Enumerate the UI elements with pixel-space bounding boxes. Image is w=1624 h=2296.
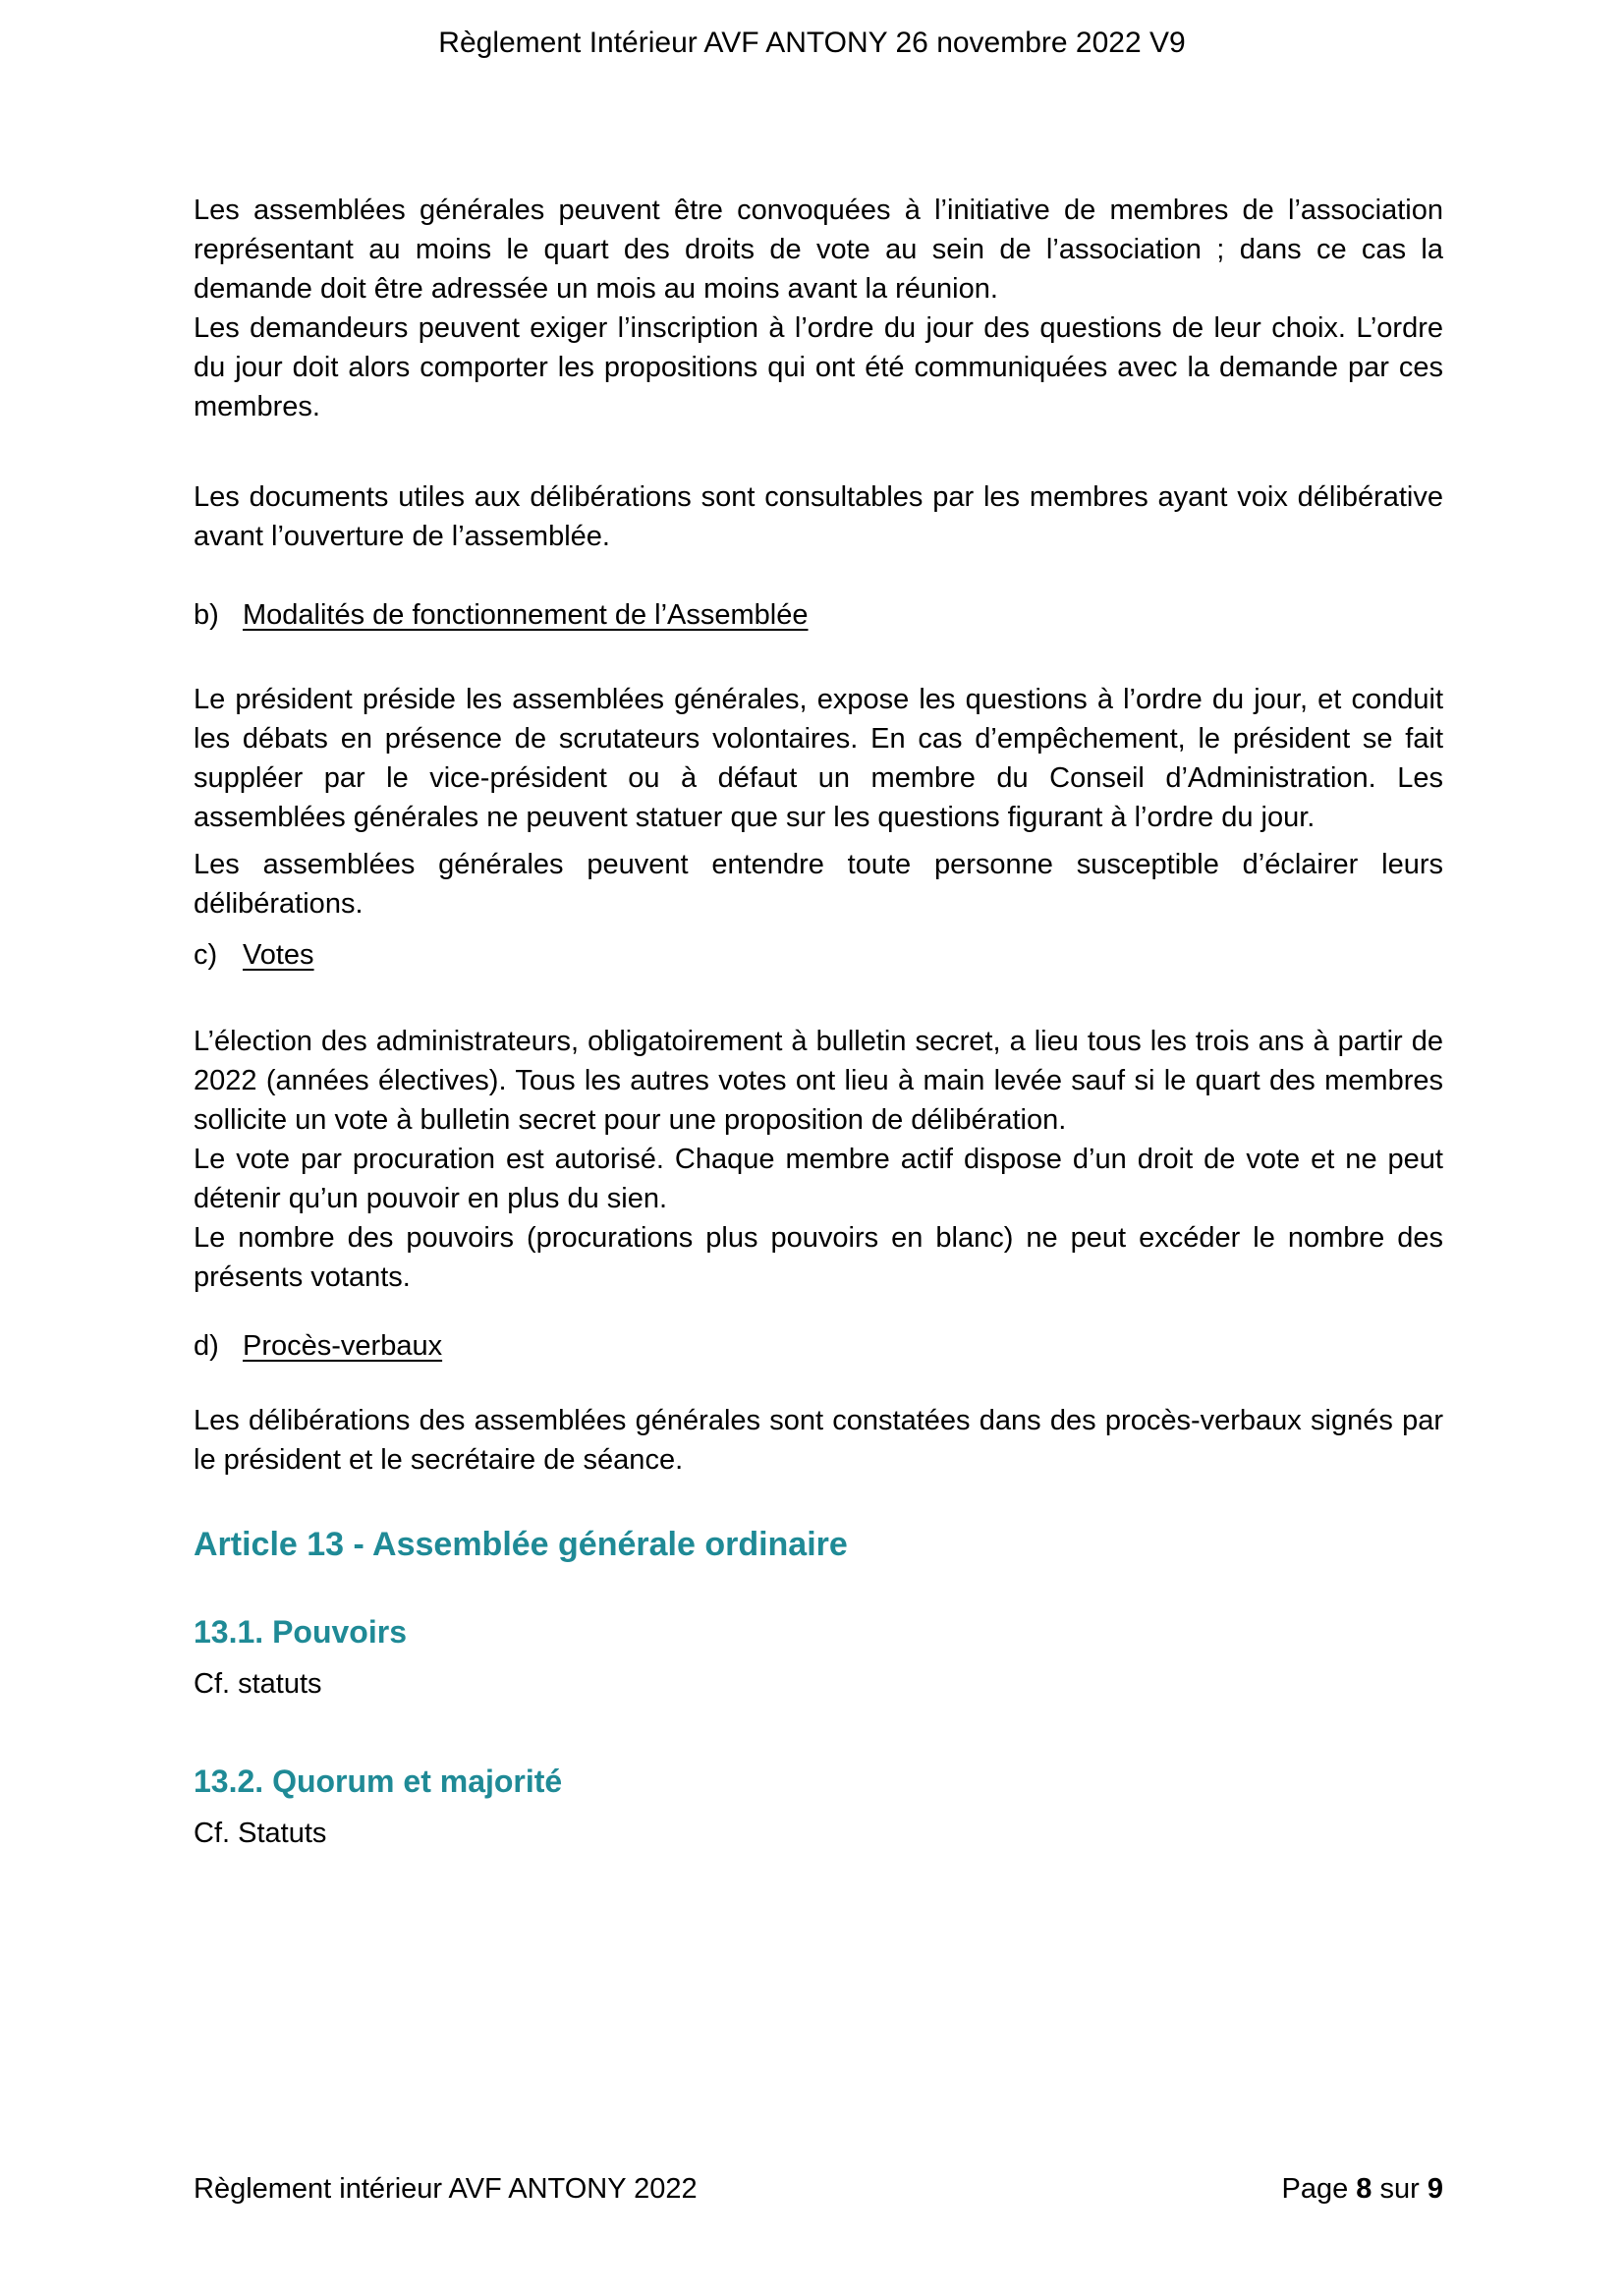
list-heading-b-label: Modalités de fonctionnement de l’Assemblée	[243, 599, 809, 631]
footer-document-title: Règlement intérieur AVF ANTONY 2022	[194, 2173, 698, 2205]
list-marker-b: b)	[194, 599, 219, 631]
footer-page-indicator	[1282, 2169, 1444, 2209]
document-body	[194, 191, 1443, 1853]
section-13-2-title: 13.2. Quorum et majorité	[194, 1764, 563, 1799]
section-13-1-title: 13.1. Pouvoirs	[194, 1614, 407, 1650]
paragraph-convocation: Les assemblées générales peuvent être convoquées à l’initiative de membres de l’association représentant au moins le quart des droits de vote au sein de l’association ; dans ce cas la demande doit être adressée un mois au moins avant la réunion.	[194, 195, 1443, 305]
list-heading-d	[194, 1326, 1443, 1366]
paragraph-documents: Les documents utiles aux délibérations sont consultables par les membres ayant voix délibérative avant l’ouverture de l’assemblée.	[194, 481, 1443, 552]
page-footer	[194, 2169, 1443, 2209]
list-marker-d: d)	[194, 1330, 219, 1362]
paragraph-demandeurs: Les demandeurs peuvent exiger l’inscription à l’ordre du jour des questions de leur choix. L’ordre du jour doit alors comporter les propositions qui ont été communiquées avec la demande par ces membres.	[194, 312, 1443, 422]
footer-page-label: Page	[1281, 2173, 1349, 2205]
paragraph-election: L’élection des administrateurs, obligatoirement à bulletin secret, a lieu tous les trois ans à partir de 2022 (années électives). Tous les autres votes ont lieu à main levée sauf si le quart des membres sollicite un vote à bulletin secret pour une proposition de délibération.	[194, 1026, 1443, 1136]
list-heading-c-label: Votes	[243, 939, 314, 971]
paragraph-entendre: Les assemblées générales peuvent entendre toute personne susceptible d’éclairer leurs délibérations.	[194, 849, 1443, 920]
footer-page-separator: sur	[1379, 2173, 1420, 2205]
article-13-title: Article 13 - Assemblée générale ordinaire	[194, 1526, 848, 1563]
list-heading-b	[194, 595, 1443, 635]
section-13-2-body: Cf. Statuts	[194, 1818, 327, 1849]
footer-page-total: 9	[1427, 2173, 1443, 2205]
paragraph-deliberations: Les délibérations des assemblées générales sont constatées dans des procès-verbaux signés par le président et le secrétaire de séance.	[194, 1405, 1443, 1476]
list-marker-c: c)	[194, 939, 218, 971]
list-heading-c	[194, 935, 1443, 975]
page-header-title: Règlement Intérieur AVF ANTONY 26 novembre 2022 V9	[438, 27, 1186, 59]
section-13-1-body: Cf. statuts	[194, 1668, 322, 1700]
list-heading-d-label: Procès-verbaux	[243, 1330, 443, 1362]
paragraph-procuration: Le vote par procuration est autorisé. Chaque membre actif dispose d’un droit de vote et ne peut détenir qu’un pouvoir en plus du sien.	[194, 1144, 1443, 1214]
footer-page-current: 8	[1356, 2173, 1372, 2205]
paragraph-pouvoirs: Le nombre des pouvoirs (procurations plus pouvoirs en blanc) ne peut excéder le nombre des présents votants.	[194, 1222, 1443, 1293]
paragraph-president: Le président préside les assemblées générales, expose les questions à l’ordre du jour, et conduit les débats en présence de scrutateurs volontaires. En cas d’empêchement, le président se fait suppléer par le vice-président ou à défaut un membre du Conseil d’Administration. Les assemblées générales ne peuvent statuer que sur les questions figurant à l’ordre du jour.	[194, 684, 1443, 833]
